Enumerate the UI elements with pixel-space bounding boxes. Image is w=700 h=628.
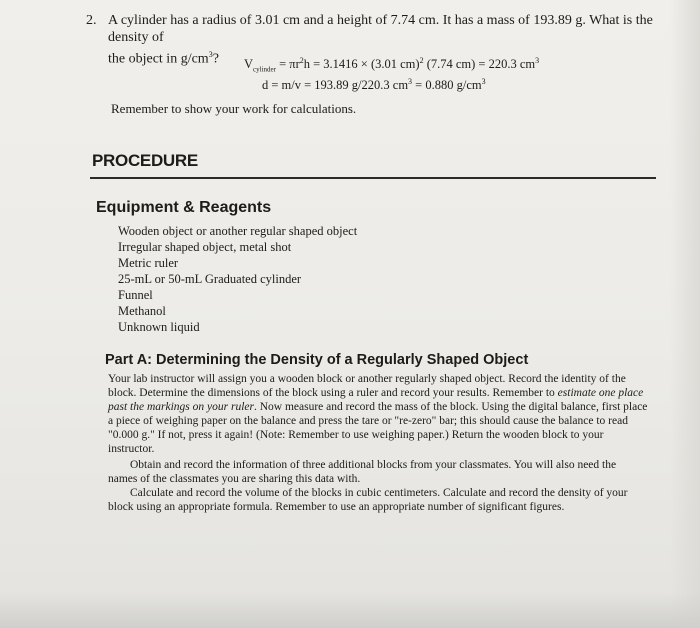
part-a-heading: Part A: Determining the Density of a Regularly Shaped Object [105,352,529,368]
procedure-heading: PROCEDURE [92,151,198,170]
radius-value-exponent: 2 [419,56,424,65]
volume-unit-exponent: 3 [535,56,540,65]
remember-note: Remember to show your work for calculations. [111,101,357,116]
paragraph-1-text-a: Your lab instructor will assign you a wooden block or another regularly shaped object. Record the identity of the block. Determine the dimensions of the block using a ruler and record your results. Remember to [108,373,626,399]
part-a-paragraph-1 [108,372,648,456]
list-item: Metric ruler [118,256,179,270]
paragraph-2-text: Obtain and record the information of three additional blocks from your classmates. You will also need the names of the classmates you are sharing this data with. [108,459,617,485]
list-item: Wooden object or another regular shaped object [118,224,358,238]
paragraph-1-italic: estimate one place past the markings on your ruler [108,387,644,413]
list-item: Irregular shaped object, metal shot [118,240,292,254]
question-unit-exponent: 3 [208,50,213,59]
volume-symbol: V [244,57,254,72]
volume-formula-part-3: (7.74 cm) = 220.3 cm [423,57,536,72]
part-a-paragraph-3 [108,486,648,514]
part-a-paragraph-2 [108,458,648,486]
volume-subscript: cylinder [253,65,276,74]
paragraph-3-text: Calculate and record the volume of the blocks in cubic centimeters. Calculate and record the density of your block using an appropriate formula. Remember to use an appropriate number of significant figures. [108,487,628,513]
volume-formula-part-1: = πr [275,57,300,72]
page-bottom-shadow [0,592,700,628]
question-mark: ? [212,51,219,67]
question-line-2-text: the object in g/cm [108,51,209,67]
list-item: Unknown liquid [118,320,200,334]
equipment-heading: Equipment & Reagents [96,199,272,216]
density-unit-exponent: 3 [481,77,486,86]
procedure-divider [90,177,656,179]
paragraph-1-text-c: . Now measure and record the mass of the block. Using the digital balance, first place a piece of weighing paper on the balance and press the tare or "re-zero" bar; this should cause the balance to read "0.000 g." If not, press it again! (Note: Remember to use weighing paper.) Return the wooden block to your instructor. [108,401,648,455]
volume-formula-part-2: h = 3.1416 × (3.01 cm) [303,57,420,72]
density-formula-part-2: = 0.880 g/cm [412,78,482,93]
volume-equation [244,56,539,74]
list-item: Funnel [118,288,153,302]
density-equation [262,77,486,93]
list-item: Methanol [118,304,166,318]
equipment-list [118,223,357,335]
radius-exponent: 2 [299,56,304,65]
density-volume-exponent: 3 [408,77,413,86]
list-item: 25-mL or 50-mL Graduated cylinder [118,272,302,286]
page-edge-shadow [670,0,700,628]
question-number: 2. [86,13,97,28]
question-line-1: A cylinder has a radius of 3.01 cm and a height of 7.74 cm. It has a mass of 193.89 g. What is the density of [108,13,653,45]
density-formula-part-1: d = m/v = 193.89 g/220.3 cm [262,78,409,93]
